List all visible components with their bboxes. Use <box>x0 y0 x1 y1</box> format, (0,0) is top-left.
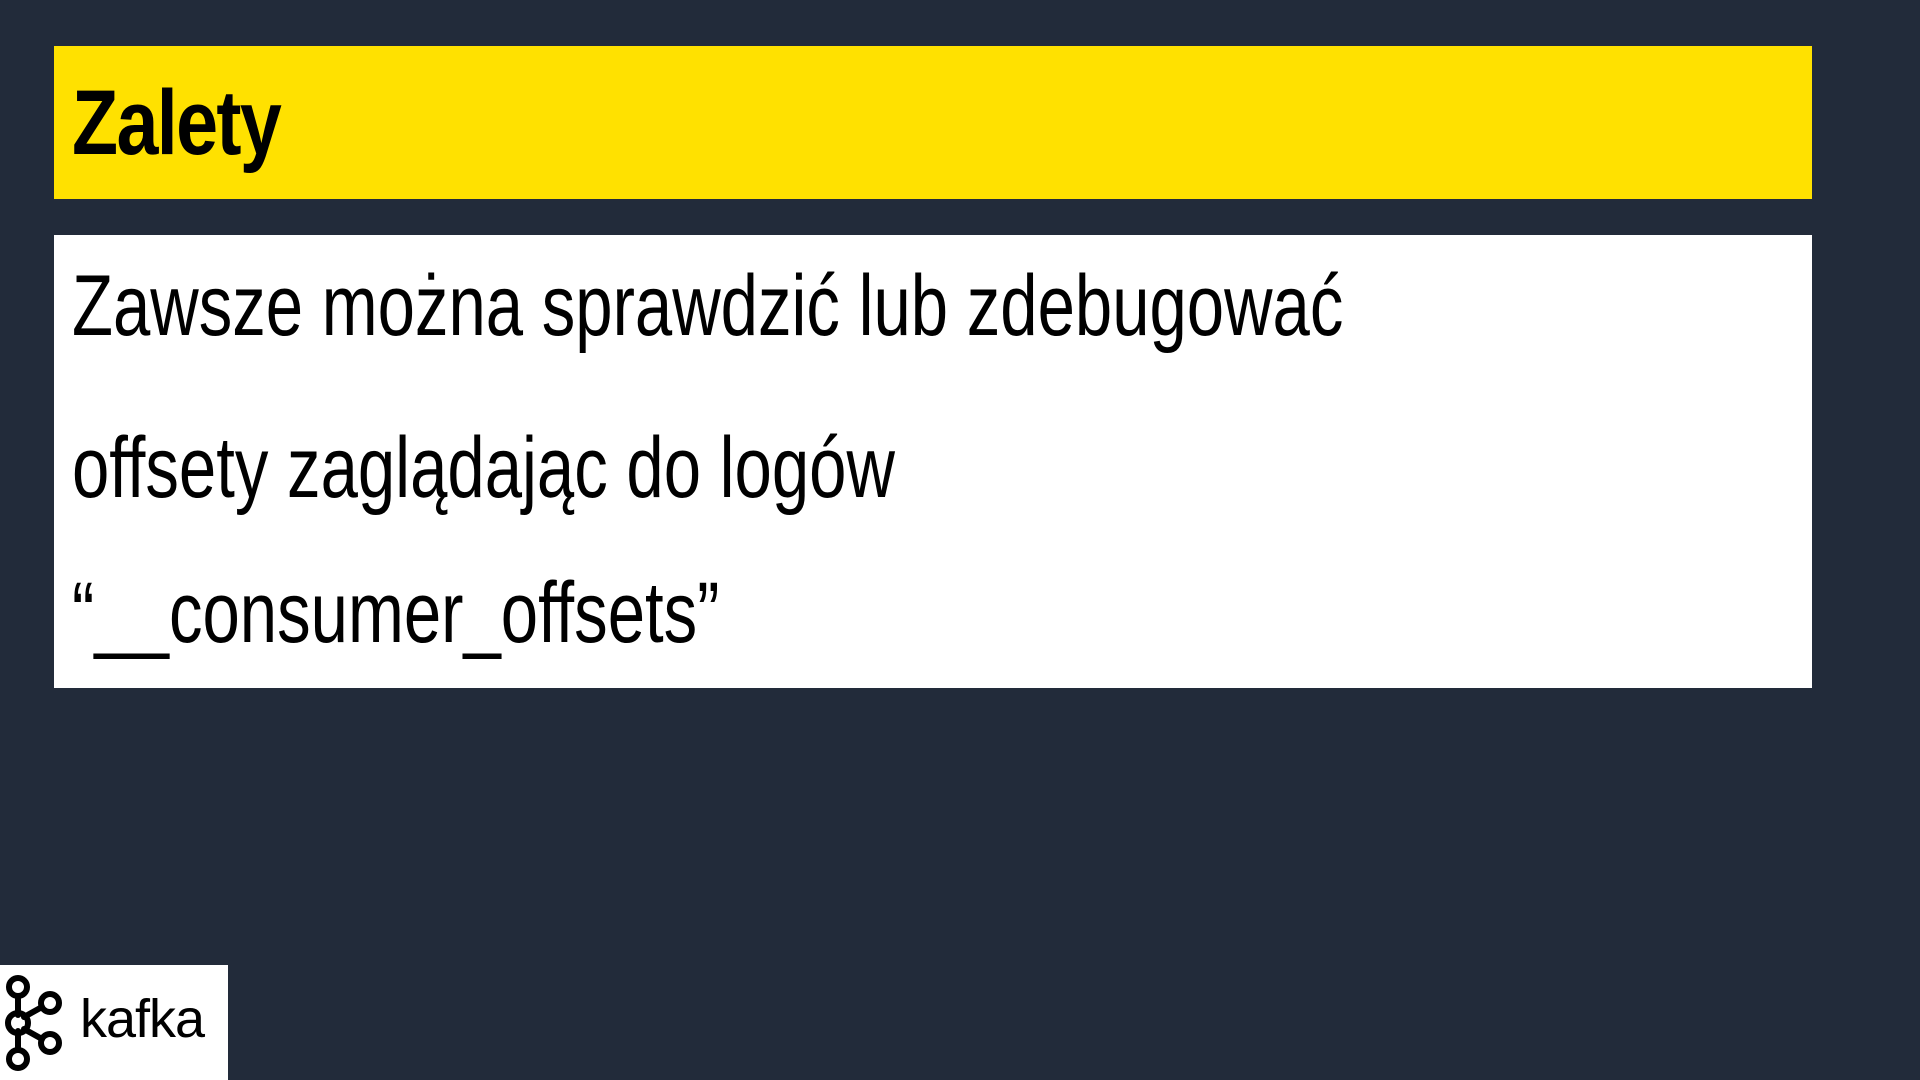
slide-title: Zalety <box>72 71 281 174</box>
title-bar <box>54 46 1812 199</box>
body-line-2: offsety zaglądając do logów <box>72 420 895 516</box>
body-line-3: “__consumer_offsets” <box>72 565 720 661</box>
kafka-logo-icon <box>2 973 66 1073</box>
body-line-1: Zawsze można sprawdzić lub zdebugować <box>72 258 1344 354</box>
kafka-logo-text: kafka <box>80 989 205 1049</box>
kafka-logo <box>0 965 228 1080</box>
body-text-box <box>54 235 1812 688</box>
